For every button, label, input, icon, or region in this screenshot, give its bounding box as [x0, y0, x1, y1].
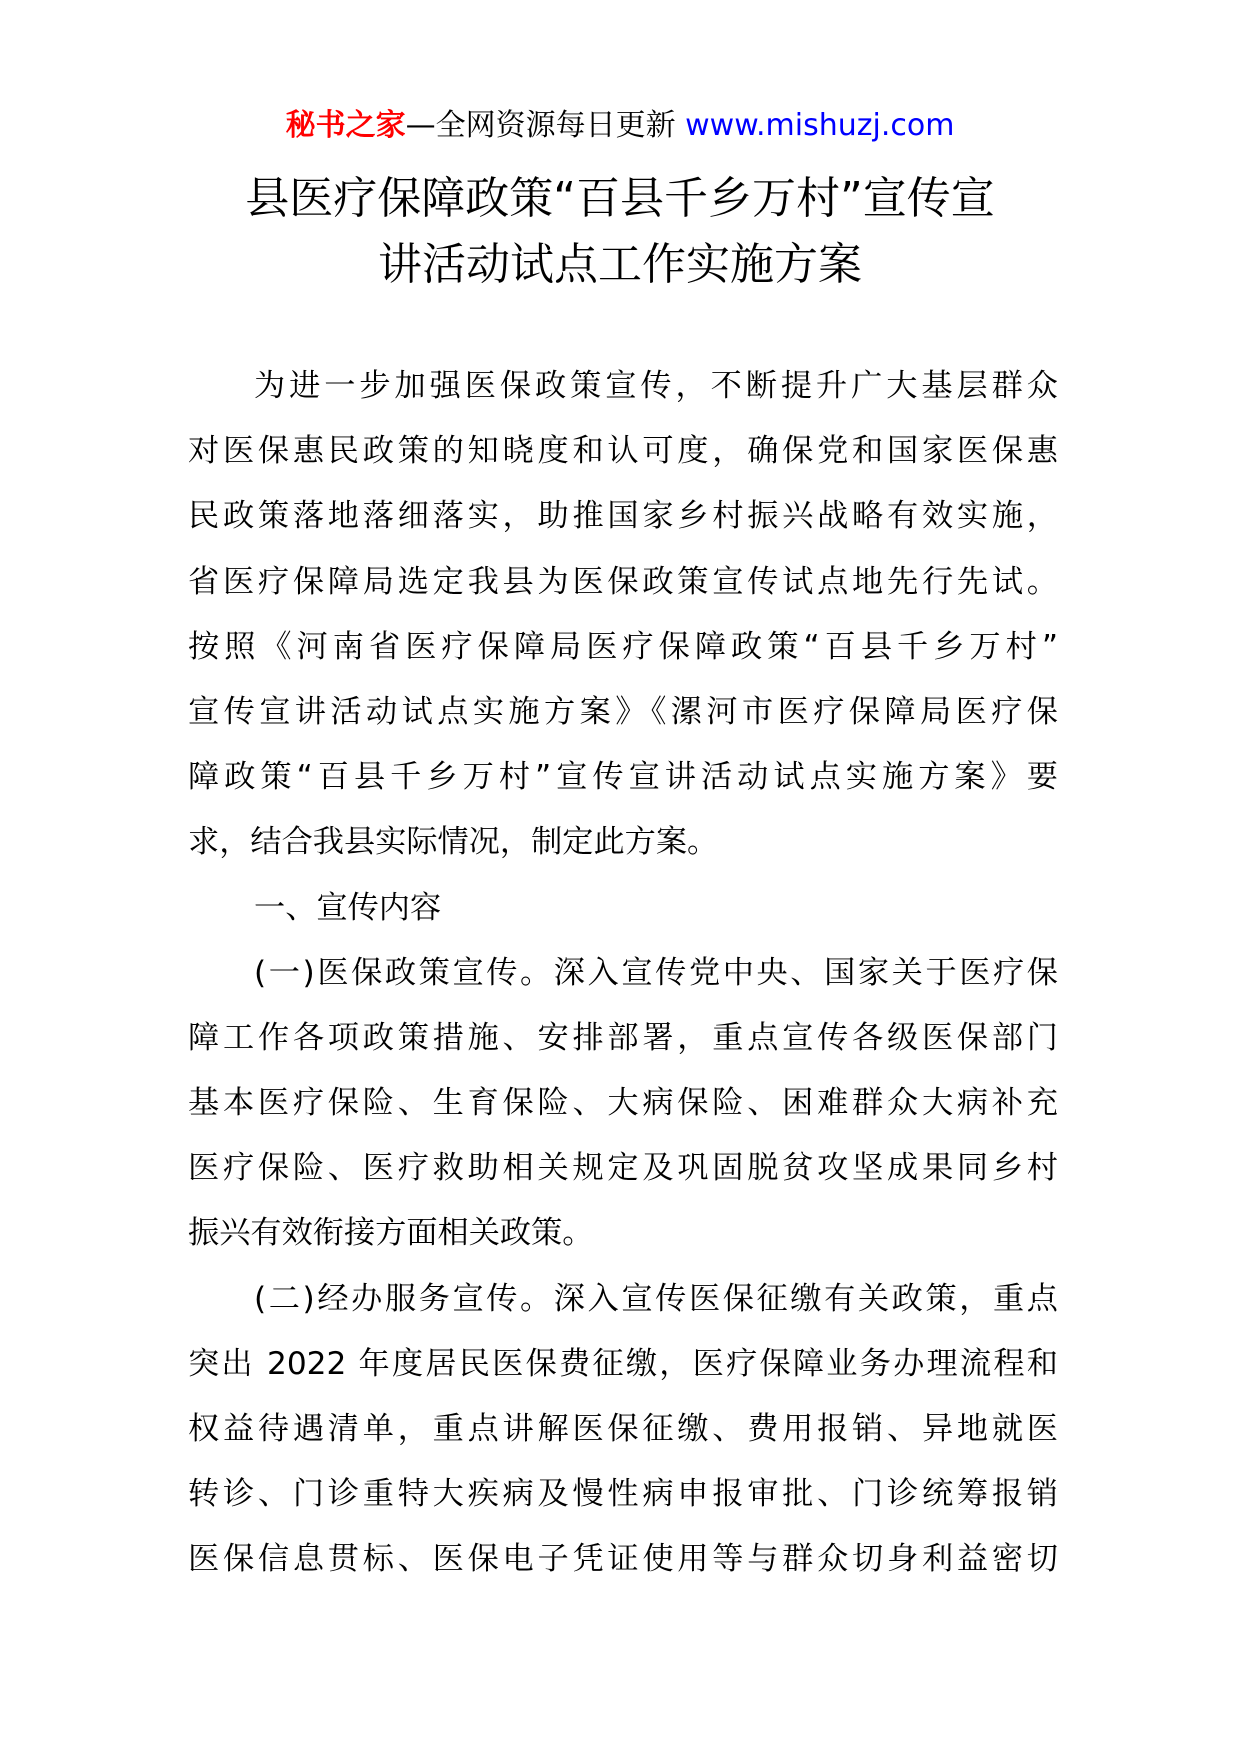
body-line: (二)经办服务宣传。深入宣传医保征缴有关政策，重点 — [254, 1280, 1058, 1317]
body-line: 民政策落地落细落实，助推国家乡村振兴战略有效实施， — [188, 498, 1058, 535]
body-line: 障工作各项政策措施、安排部署，重点宣传各级医保部门 — [188, 1019, 1058, 1056]
body-line: 基本医疗保险、生育保险、大病保险、困难群众大病补充 — [188, 1085, 1058, 1122]
body-line: (一)医保政策宣传。深入宣传党中央、国家关于医疗保 — [254, 954, 1058, 991]
body-line: 医保信息贯标、医保电子凭证使用等与群众切身利益密切 — [188, 1541, 1058, 1578]
site-header — [0, 104, 1240, 148]
body-line: 振兴有效衔接方面相关政策。 — [188, 1215, 594, 1252]
body-line: 转诊、门诊重特大疾病及慢性病申报审批、门诊统筹报销 — [188, 1476, 1058, 1513]
body-line: 障政策“百县千乡万村”宣传宣讲活动试点实施方案》要 — [188, 759, 1058, 796]
body-line: 为进一步加强医保政策宣传，不断提升广大基层群众 — [254, 368, 1058, 404]
body-line: 宣传宣讲活动试点实施方案》《漯河市医疗保障局医疗保 — [188, 693, 1058, 730]
document-body — [188, 354, 1058, 1593]
site-tagline: —全网资源每日更新 — [405, 108, 676, 143]
body-line: 权益待遇清单，重点讲解医保征缴、费用报销、异地就医 — [188, 1411, 1058, 1447]
site-brand: 秘书之家 — [285, 108, 406, 143]
section-heading: 一、宣传内容 — [254, 889, 442, 926]
title-line-1: 县医疗保障政策“百县千乡万村”宣传宣 — [245, 173, 995, 224]
body-line: 省医疗保障局选定我县为医保政策宣传试点地先行先试。 — [188, 563, 1058, 600]
body-line: 求，结合我县实际情况，制定此方案。 — [188, 824, 719, 861]
body-line: 医疗保险、医疗救助相关规定及巩固脱贫攻坚成果同乡村 — [188, 1150, 1058, 1187]
document-title — [150, 166, 1090, 298]
body-line: 按照《河南省医疗保障局医疗保障政策“百县千乡万村” — [188, 628, 1058, 665]
body-line: 对医保惠民政策的知晓度和认可度，确保党和国家医保惠 — [188, 433, 1058, 470]
body-line: 突出 2022 年度居民医保费征缴，医疗保障业务办理流程和 — [188, 1345, 1058, 1382]
title-line-2: 讲活动试点工作实施方案 — [378, 239, 862, 290]
site-url-link[interactable]: www.mishuzj.com — [685, 108, 955, 143]
